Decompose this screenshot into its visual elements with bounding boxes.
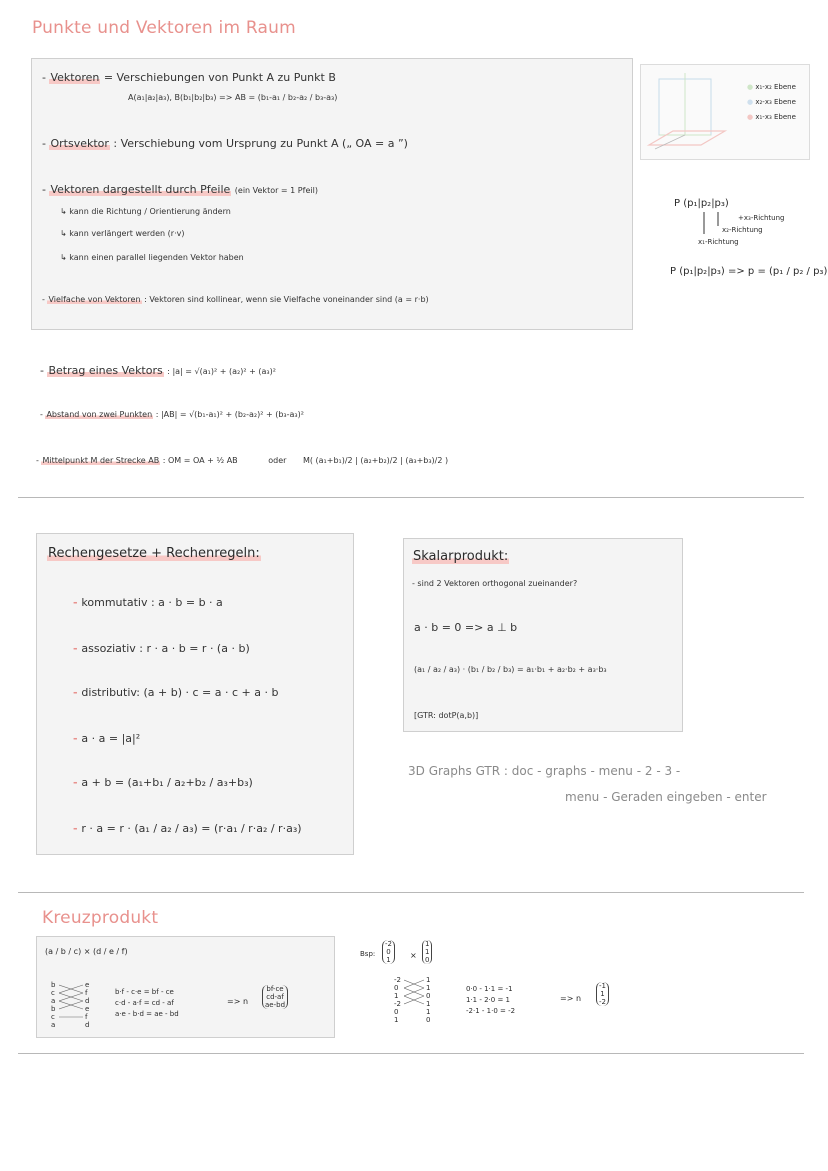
betrag-label: Betrag eines Vektors bbox=[48, 364, 163, 377]
vielfache-text: : Vektoren sind kollinear, wenn sie Vielfache voneinander sind (a = r·b) bbox=[144, 295, 429, 304]
page-title: Punkte und Vektoren im Raum bbox=[32, 18, 296, 38]
skalar-line-1: - sind 2 Vektoren orthogonal zueinander? bbox=[412, 579, 578, 588]
bsp-eq-1: 0·0 - 1·1 = -1 bbox=[466, 985, 513, 993]
mittelpunkt-formula: : OM = OA + ½ AB bbox=[162, 456, 238, 465]
kreuzprodukt-box bbox=[36, 936, 335, 1038]
rule-kommutativ-text: kommutativ : a · b = b · a bbox=[81, 596, 223, 609]
kreuz-result-vector bbox=[262, 985, 288, 1009]
kreuz-eq-1: b·f - c·e = bf - ce bbox=[115, 988, 174, 996]
kreuz-cross-lines bbox=[59, 981, 85, 1031]
kreuz-left-entry-2: a bbox=[51, 997, 56, 1005]
divider-3 bbox=[18, 1053, 804, 1054]
abstand-label: Abstand von zwei Punkten bbox=[46, 410, 153, 419]
bsp-vector-b bbox=[422, 940, 432, 964]
kreuz-right-entry-1: f bbox=[85, 989, 88, 997]
kreuz-right-entry-5: d bbox=[85, 1021, 90, 1029]
skalarprodukt-box bbox=[403, 538, 683, 732]
kreuz-left-entry-5: a bbox=[51, 1021, 56, 1029]
legend-item-1-text: x₁-x₂ Ebene bbox=[755, 83, 796, 91]
kreuz-left-entry-0: b bbox=[51, 981, 56, 989]
rule-betrag-text: a · a = |a|² bbox=[81, 732, 141, 745]
bsp-vec-a-entry-0: -2 bbox=[385, 940, 392, 948]
kreuz-left-entry-4: c bbox=[51, 1013, 55, 1021]
bsp-cross-sign: × bbox=[410, 951, 417, 960]
kreuz-right-entry-4: f bbox=[85, 1013, 88, 1021]
bsp-right-entry-3: 1 bbox=[426, 1000, 431, 1008]
kreuz-result-entry-0: bf-ce bbox=[266, 985, 284, 993]
mittelpunkt-or: oder bbox=[268, 456, 287, 465]
planes-sketch bbox=[641, 65, 809, 159]
legend-item-3: ● x₁-x₃ Ebene bbox=[747, 113, 796, 121]
kreuz-result-prefix: => n bbox=[227, 997, 249, 1006]
kreuz-eq-3: a·e - b·d = ae - bd bbox=[115, 1010, 179, 1018]
rechengesetze-box bbox=[36, 533, 354, 855]
bsp-vector-b-values bbox=[422, 940, 432, 964]
bsp-right-entry-5: 0 bbox=[426, 1016, 431, 1024]
legend-item-2: ● x₂-x₃ Ebene bbox=[747, 98, 796, 106]
kreuz-result-entry-2: ae-bd bbox=[265, 1001, 286, 1009]
abstand-line: - Abstand von zwei Punkten : |AB| = √(b₁-a₁)² + (b₂-a₂)² + (b₃-a₃)² bbox=[40, 410, 304, 419]
pfeile-label: Vektoren dargestellt durch Pfeile bbox=[50, 183, 231, 196]
bsp-cross-lines bbox=[404, 976, 426, 1026]
kreuz-left-entry-1: c bbox=[51, 989, 55, 997]
bsp-right-entry-1: 1 bbox=[426, 984, 431, 992]
x2-direction-label: x₂-Richtung bbox=[722, 226, 763, 234]
rule-kommutativ: - kommutativ : a · b = b · a bbox=[73, 596, 223, 609]
legend-item-1: ● x₁-x₂ Ebene bbox=[747, 83, 796, 91]
ortsvektor-text: : Verschiebung vom Ursprung zu Punkt A („ OA = a ”) bbox=[113, 137, 408, 150]
bsp-vector-a bbox=[382, 940, 395, 964]
rechengesetze-title-text: Rechengesetze + Rechenregeln: bbox=[48, 546, 260, 561]
skalar-line-4: [GTR: dotP(a,b)] bbox=[414, 711, 479, 720]
vielfache-label: Vielfache von Vektoren bbox=[48, 295, 141, 304]
skalar-line-2: a · b = 0 => a ⊥ b bbox=[414, 621, 518, 634]
vielfache-line: - Vielfache von Vektoren : Vektoren sind kollinear, wenn sie Vielfache voneinander sind (a = r·b) bbox=[42, 295, 429, 304]
bsp-right-entry-2: 0 bbox=[426, 992, 431, 1000]
pfeile-text: (ein Vektor = 1 Pfeil) bbox=[234, 186, 318, 195]
bsp-result-entry-2: -2 bbox=[599, 998, 606, 1006]
bsp-scheme-right bbox=[426, 976, 436, 1024]
kreuz-right-entry-2: d bbox=[85, 997, 90, 1005]
point-definition: P (p₁|p₂|p₃) bbox=[674, 198, 729, 209]
bsp-result-entry-1: 1 bbox=[600, 990, 605, 998]
sub-item-richtung: ↳ kann die Richtung / Orientierung ändern bbox=[60, 207, 231, 216]
skalar-line-3: (a₁ / a₂ / a₃) · (b₁ / b₂ / b₃) = a₁·b₁ + a₂·b₂ + a₃·b₃ bbox=[414, 665, 607, 674]
skalarprodukt-title bbox=[412, 549, 509, 564]
bsp-vec-b-entry-2: 0 bbox=[425, 956, 430, 964]
bsp-right-entry-0: 1 bbox=[426, 976, 431, 984]
bsp-right-entry-4: 1 bbox=[426, 1008, 431, 1016]
bsp-left-entry-2: 1 bbox=[394, 992, 399, 1000]
rule-skalar-mult-text: r · a = r · (a₁ / a₂ / a₃) = (r·a₁ / r·a₂ / r·a₃) bbox=[81, 822, 302, 835]
legend-item-3-text: x₁-x₃ Ebene bbox=[755, 113, 796, 121]
sub-item-verlaengert-text: kann verlängert werden (r·v) bbox=[69, 229, 185, 238]
bsp-result-vector bbox=[596, 982, 609, 1006]
bsp-eq-2: 1·1 - 2·0 = 1 bbox=[466, 996, 511, 1004]
mittelpunkt-alt: M( (a₁+b₁)/2 | (a₂+b₂)/2 | (a₃+b₃)/2 ) bbox=[302, 456, 449, 465]
bsp-left-entry-3: -2 bbox=[394, 1000, 401, 1008]
betrag-line: - Betrag eines Vektors : |a| = √(a₁)² + (a₂)² + (a₃)² bbox=[40, 364, 276, 377]
kreuz-equations bbox=[115, 987, 179, 1020]
bsp-result-entry-0: -1 bbox=[599, 982, 606, 990]
kreuz-head: (a / b / c) × (d / e / f) bbox=[45, 947, 128, 956]
bsp-equations bbox=[466, 984, 515, 1017]
coordinate-planes-figure bbox=[640, 64, 810, 160]
kreuz-eq-2: c·d - a·f = cd - af bbox=[115, 999, 174, 1007]
kreuz-right-entry-3: e bbox=[85, 1005, 90, 1013]
ortsvektor-label: Ortsvektor bbox=[50, 137, 109, 150]
bsp-vec-b-entry-1: 1 bbox=[425, 948, 430, 956]
direction-arrows bbox=[700, 210, 740, 240]
kreuz-left-entry-3: b bbox=[51, 1005, 56, 1013]
vektoren-line: - Vektoren = Verschiebungen von Punkt A zu Punkt B bbox=[42, 71, 336, 84]
pfeile-line: - Vektoren dargestellt durch Pfeile (ein Vektor = 1 Pfeil) bbox=[42, 183, 318, 196]
graphs-note-line-1: 3D Graphs GTR : doc - graphs - menu - 2 - 3 - bbox=[408, 764, 681, 778]
sub-item-parallel: ↳ kann einen parallel liegenden Vektor haben bbox=[60, 253, 244, 262]
rule-betrag: - a · a = |a|² bbox=[73, 732, 141, 745]
rule-distributiv: - distributiv: (a + b) · c = a · c + a · b bbox=[73, 686, 279, 699]
rule-assoziativ-text: assoziativ : r · a · b = r · (a · b) bbox=[81, 642, 250, 655]
rule-addition-text: a + b = (a₁+b₁ / a₂+b₂ / a₃+b₃) bbox=[81, 776, 253, 789]
bsp-vec-a-entry-2: 1 bbox=[386, 956, 391, 964]
bsp-vector-a-values bbox=[382, 940, 395, 964]
mittelpunkt-line: - Mittelpunkt M der Strecke AB : OM = OA + ½ AB oder M( (a₁+b₁)/2 | (a₂+b₂)/2 | (a₃+b₃)/2 ) bbox=[36, 456, 449, 465]
bsp-vec-a-entry-1: 0 bbox=[386, 948, 391, 956]
bsp-eq-3: -2·1 - 1·0 = -2 bbox=[466, 1007, 516, 1015]
divider-2 bbox=[18, 892, 804, 893]
x1-direction-label: x₁-Richtung bbox=[698, 238, 739, 246]
mittelpunkt-label: Mittelpunkt M der Strecke AB bbox=[42, 456, 160, 465]
sub-item-parallel-text: kann einen parallel liegenden Vektor haben bbox=[69, 253, 244, 262]
legend-item-2-text: x₂-x₃ Ebene bbox=[755, 98, 796, 106]
sub-item-verlaengert: ↳ kann verlängert werden (r·v) bbox=[60, 229, 185, 238]
bsp-result-prefix: => n bbox=[560, 994, 582, 1003]
vektoren-label: Vektoren bbox=[50, 71, 100, 84]
graphs-note-line-2: menu - Geraden eingeben - enter bbox=[565, 790, 767, 804]
ortsvektor-line: - Ortsvektor : Verschiebung vom Ursprung zu Punkt A („ OA = a ”) bbox=[42, 137, 408, 150]
bsp-label: Bsp: bbox=[360, 950, 376, 958]
bsp-left-entry-4: 0 bbox=[394, 1008, 399, 1016]
bsp-result-values bbox=[596, 982, 609, 1006]
kreuzprodukt-title: Kreuzprodukt bbox=[42, 908, 159, 928]
rule-addition: - a + b = (a₁+b₁ / a₂+b₂ / a₃+b₃) bbox=[73, 776, 253, 789]
rechengesetze-title bbox=[47, 546, 261, 561]
kreuz-result-entry-1: cd-af bbox=[266, 993, 284, 1001]
bsp-vec-b-entry-0: 1 bbox=[425, 940, 430, 948]
point-vector: P (p₁|p₂|p₃) => p = (p₁ / p₂ / p₃) bbox=[670, 266, 828, 277]
bsp-left-entry-5: 1 bbox=[394, 1016, 399, 1024]
abstand-formula: : |AB| = √(b₁-a₁)² + (b₂-a₂)² + (b₃-a₃)² bbox=[155, 410, 304, 419]
kreuz-right-entry-0: e bbox=[85, 981, 90, 989]
betrag-formula: : |a| = √(a₁)² + (a₂)² + (a₃)² bbox=[167, 367, 276, 376]
kreuz-scheme-right bbox=[85, 981, 95, 1029]
sub-item-richtung-text: kann die Richtung / Orientierung ändern bbox=[69, 207, 231, 216]
vektoren-text: = Verschiebungen von Punkt A zu Punkt B bbox=[103, 71, 336, 84]
rule-distributiv-text: distributiv: (a + b) · c = a · c + a · b bbox=[81, 686, 279, 699]
vektoren-points-line: A(a₁|a₂|a₃), B(b₁|b₂|b₃) => AB = (b₁-a₁ / b₂-a₂ / b₃-a₃) bbox=[128, 93, 338, 102]
x3-direction-label: +x₃-Richtung bbox=[738, 214, 785, 222]
vectors-box bbox=[31, 58, 633, 330]
divider-1 bbox=[18, 497, 804, 498]
skalarprodukt-title-text: Skalarprodukt: bbox=[413, 549, 509, 564]
kreuz-result-values bbox=[262, 985, 288, 1009]
rule-skalar-mult: - r · a = r · (a₁ / a₂ / a₃) = (r·a₁ / r·a₂ / r·a₃) bbox=[73, 822, 302, 835]
rule-assoziativ: - assoziativ : r · a · b = r · (a · b) bbox=[73, 642, 250, 655]
bsp-left-entry-1: 0 bbox=[394, 984, 399, 992]
bsp-left-entry-0: -2 bbox=[394, 976, 401, 984]
